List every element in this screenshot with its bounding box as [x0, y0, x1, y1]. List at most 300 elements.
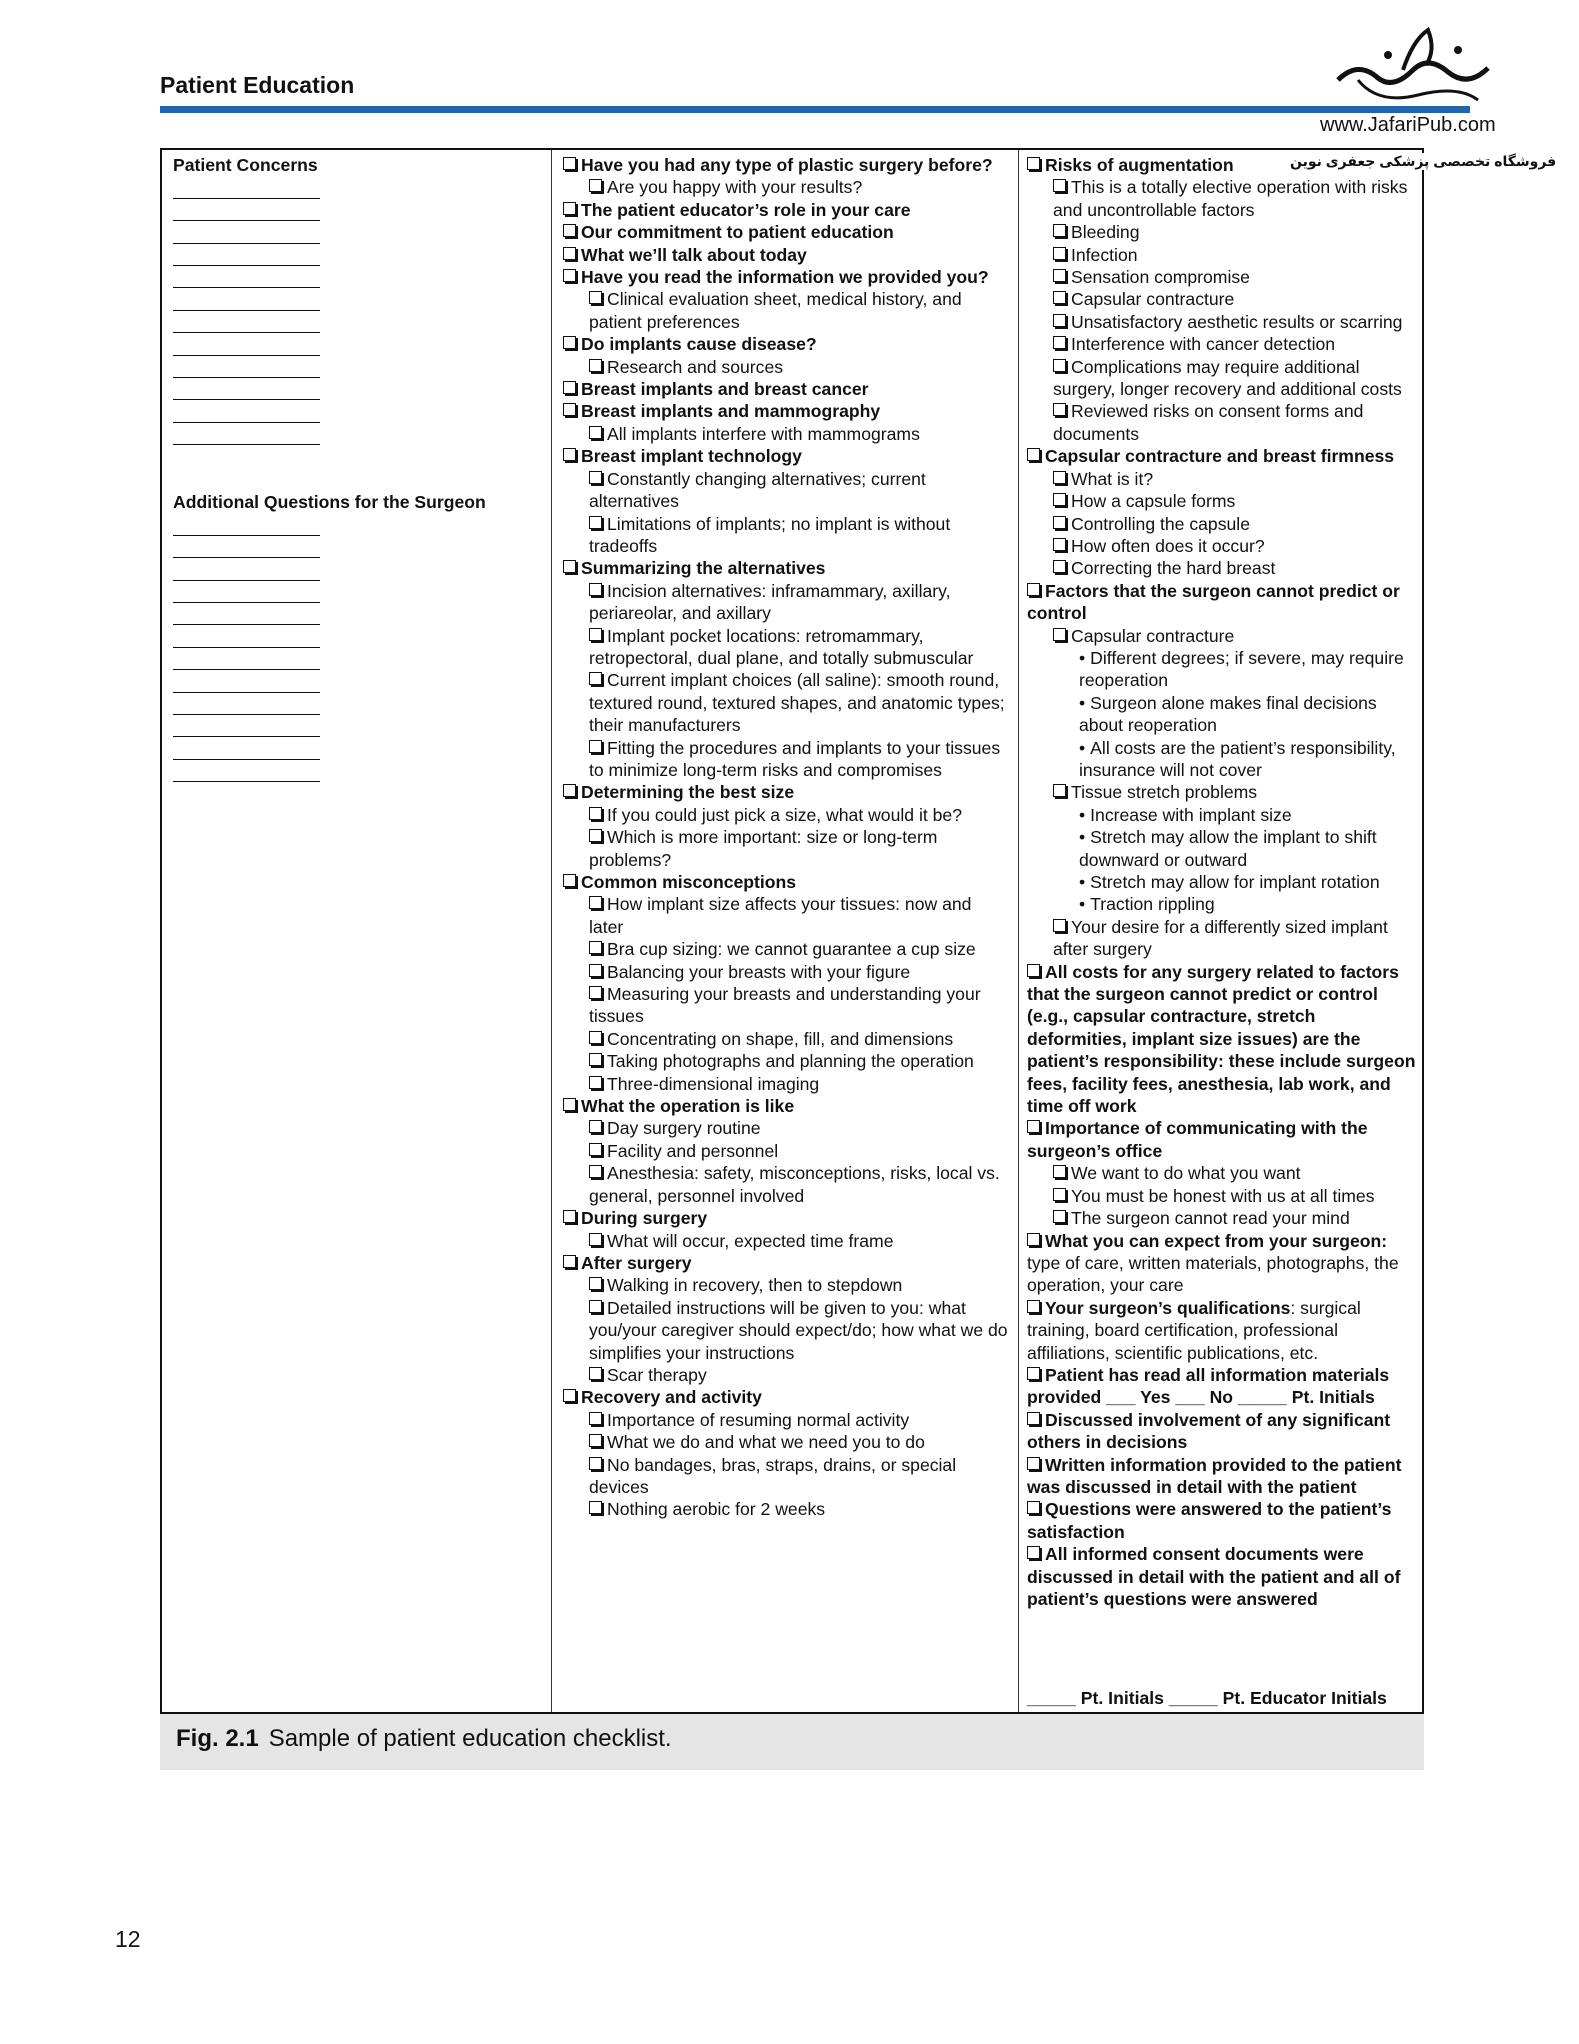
checklist-item-text: Scar therapy	[607, 1364, 707, 1385]
checklist-item	[563, 445, 1008, 467]
checklist-item	[1027, 781, 1416, 803]
checklist-item-text: If you could just pick a size, what would it be?	[607, 804, 962, 825]
checkbox-icon[interactable]	[563, 224, 576, 237]
checklist-item	[1027, 445, 1416, 467]
concerns-blank-lines	[173, 198, 551, 445]
checklist-item-text: Reviewed risks on consent forms and documents	[1053, 401, 1364, 444]
checklist-item-text: Capsular contracture	[1071, 289, 1235, 310]
checklist-item-text: Discussed involvement of any significant others in decisions	[1027, 1409, 1391, 1453]
blank-line[interactable]	[173, 602, 320, 603]
checkbox-icon[interactable]	[589, 1165, 602, 1178]
checkbox-icon[interactable]	[589, 1143, 602, 1156]
blank-line[interactable]	[173, 444, 320, 445]
checklist-item-text: Questions were answered to the patient’s satisfaction	[1027, 1499, 1392, 1542]
checklist-item	[563, 513, 1008, 558]
checkbox-icon[interactable]	[563, 784, 576, 797]
checkbox-icon[interactable]	[563, 403, 576, 416]
checkbox-icon[interactable]	[589, 1501, 602, 1514]
checkbox-icon[interactable]	[1053, 336, 1066, 349]
checklist-item	[1027, 1207, 1416, 1229]
checklist-item	[563, 871, 1008, 893]
checklist-item	[563, 781, 1008, 803]
checkbox-icon[interactable]	[589, 359, 602, 372]
checklist-item-text: You must be honest with us at all times	[1071, 1185, 1375, 1206]
checkbox-icon[interactable]	[1053, 403, 1066, 416]
checklist-item	[563, 983, 1008, 1028]
checkbox-icon[interactable]	[1027, 1233, 1040, 1246]
checkbox-icon[interactable]	[563, 336, 576, 349]
checklist-item-text: Interference with cancer detection	[1071, 334, 1336, 355]
checklist-item	[563, 1230, 1008, 1252]
checklist-item	[1027, 244, 1416, 266]
checklist-item	[563, 400, 1008, 422]
checklist-item-text: What we do and what we need you to do	[607, 1432, 925, 1453]
blank-line[interactable]	[173, 265, 320, 266]
checkbox-icon[interactable]	[1027, 1367, 1040, 1380]
checkbox-icon[interactable]	[589, 829, 602, 842]
checkbox-icon[interactable]	[563, 1389, 576, 1402]
patient-concerns-title: Patient Concerns	[173, 155, 318, 175]
checklist-item	[563, 580, 1008, 625]
checklist-item	[563, 468, 1008, 513]
checklist-item	[563, 378, 1008, 400]
blank-line[interactable]	[173, 669, 320, 670]
figure-caption	[160, 1714, 1424, 1770]
checkbox-icon[interactable]	[589, 426, 602, 439]
checklist-item-text: After surgery	[581, 1252, 692, 1273]
questions-blank-lines	[173, 535, 551, 782]
checklist-item-text: Fitting the procedures and implants to your tissues to minimize long-term risks and compromises	[589, 737, 1001, 780]
page-number: 12	[115, 1926, 141, 1952]
checkbox-icon[interactable]	[1053, 1188, 1066, 1201]
checkbox-icon[interactable]	[589, 896, 602, 909]
checklist-item-text: Bleeding	[1071, 222, 1140, 243]
checkbox-icon[interactable]	[1053, 471, 1066, 484]
checklist-item	[1027, 1185, 1416, 1207]
checklist-item-text: During surgery	[581, 1208, 708, 1229]
checkbox-icon[interactable]	[589, 291, 602, 304]
checklist-item-text: We want to do what you want	[1071, 1163, 1301, 1184]
checklist-item	[1027, 1498, 1416, 1543]
risks-column	[1019, 150, 1424, 1712]
checkbox-icon[interactable]	[589, 516, 602, 529]
checklist-item	[1027, 893, 1416, 915]
checkbox-icon[interactable]	[1053, 560, 1066, 573]
checkbox-icon[interactable]	[1053, 359, 1066, 372]
checkbox-icon[interactable]	[563, 157, 576, 170]
checklist-item	[1027, 871, 1416, 893]
checklist-item	[563, 221, 1008, 243]
checklist-item	[1027, 356, 1416, 401]
checklist-item-text: Capsular contracture and breast firmness	[1045, 446, 1395, 467]
blank-line[interactable]	[173, 736, 320, 737]
checkbox-icon[interactable]	[1027, 1120, 1040, 1133]
checklist-item	[563, 1162, 1008, 1207]
checklist-item-text: Sensation compromise	[1071, 267, 1250, 288]
checklist-item	[1027, 961, 1416, 1118]
shop-watermark-label: فروشگاه تخصصی پزشکی جعفری نوین	[1290, 153, 1557, 169]
figure-label: Fig. 2.1	[176, 1725, 259, 1752]
checklist-item	[1027, 916, 1416, 961]
blank-line[interactable]	[173, 399, 320, 400]
publisher-logo-icon	[1318, 20, 1508, 110]
checklist-item	[563, 244, 1008, 266]
checklist-item-text: Balancing your breasts with your figure	[607, 961, 911, 982]
checklist-item-text: Breast implant technology	[581, 446, 802, 467]
checkbox-icon[interactable]	[589, 1457, 602, 1470]
checklist-item	[563, 938, 1008, 960]
checkbox-icon[interactable]	[589, 986, 602, 999]
blank-line[interactable]	[173, 332, 320, 333]
checkbox-icon[interactable]	[563, 381, 576, 394]
checklist-item	[563, 1274, 1008, 1296]
checklist-item-text: Walking in recovery, then to stepdown	[607, 1275, 903, 1296]
checklist-item	[563, 1140, 1008, 1162]
checklist-item-text: Current implant choices (all saline): smooth round, textured round, textured shapes, and anatomic types; their manufacturers	[589, 670, 1005, 736]
checklist-item-text: Your surgeon’s qualifications	[1045, 1297, 1291, 1318]
checklist-item-text: How a capsule forms	[1071, 491, 1236, 512]
checklist-item	[1027, 625, 1416, 647]
checklist-item-text: What will occur, expected time frame	[607, 1230, 894, 1251]
checklist-item-text: Have you had any type of plastic surgery before?	[581, 155, 993, 175]
checklist-item	[563, 423, 1008, 445]
checklist-item	[1027, 221, 1416, 243]
checkbox-icon[interactable]	[1053, 1210, 1066, 1223]
checklist-item-text: Concentrating on shape, fill, and dimensions	[607, 1028, 954, 1049]
checkbox-icon[interactable]	[589, 471, 602, 484]
checkbox-icon[interactable]	[1053, 784, 1066, 797]
checklist-item	[1027, 580, 1416, 625]
checkbox-icon[interactable]	[589, 583, 602, 596]
checkbox-icon[interactable]	[1053, 269, 1066, 282]
checklist-item	[1027, 1230, 1416, 1297]
checklist-item-text: Do implants cause disease?	[581, 334, 817, 355]
checklist-item	[563, 893, 1008, 938]
checklist-item	[563, 1207, 1008, 1229]
blank-line[interactable]	[173, 624, 320, 625]
checklist-item-text: What is it?	[1071, 468, 1154, 489]
checkbox-icon[interactable]	[1027, 448, 1040, 461]
checkbox-icon[interactable]	[1053, 538, 1066, 551]
checklist-item-text: Day surgery routine	[607, 1118, 761, 1139]
checklist-item	[563, 1050, 1008, 1072]
bullet-icon: •	[1079, 692, 1086, 713]
checklist-item	[563, 1028, 1008, 1050]
checkbox-icon[interactable]	[1053, 493, 1066, 506]
bullet-icon: •	[1079, 894, 1086, 915]
checklist-item	[1027, 288, 1416, 310]
checklist-item-text: Risks of augmentation	[1045, 155, 1234, 175]
checkbox-icon[interactable]	[1053, 247, 1066, 260]
checklist-item	[563, 333, 1008, 355]
checkbox-icon[interactable]	[563, 202, 576, 215]
initials-signoff: _____ Pt. Initials _____ Pt. Educator Initials	[1027, 1687, 1387, 1708]
checklist-item-text: Three-dimensional imaging	[607, 1073, 820, 1094]
checklist-item-text: Determining the best size	[581, 782, 795, 803]
checkbox-icon[interactable]	[1053, 179, 1066, 192]
checkbox-icon[interactable]	[589, 807, 602, 820]
checklist-item-text: Which is more important: size or long-term problems?	[589, 827, 938, 870]
checklist-item	[1027, 826, 1416, 871]
discussion-topics-list	[563, 154, 1008, 1521]
blank-line[interactable]	[173, 557, 320, 558]
checklist-item-text: Breast implants and breast cancer	[581, 379, 869, 400]
checkbox-icon[interactable]	[589, 1076, 602, 1089]
checkbox-icon[interactable]	[589, 672, 602, 685]
running-header-title: Patient Education	[160, 72, 355, 98]
checklist-item	[1027, 1409, 1416, 1454]
checklist-item-text: Unsatisfactory aesthetic results or scarring	[1071, 311, 1403, 332]
checklist-item	[1027, 266, 1416, 288]
risks-list	[1027, 154, 1416, 1610]
blank-line[interactable]	[173, 580, 320, 581]
checklist-item	[1027, 468, 1416, 490]
checklist-item	[563, 1297, 1008, 1364]
checklist-item-text: What we’ll talk about today	[581, 244, 807, 265]
checklist-item-text: Stretch may allow the implant to shift downward or outward	[1079, 827, 1377, 870]
checklist-item-text: Constantly changing alternatives; current alternatives	[589, 468, 926, 512]
checkbox-icon[interactable]	[563, 874, 576, 887]
checklist-item	[1027, 557, 1416, 579]
blank-line[interactable]	[173, 647, 320, 648]
checklist-item	[1027, 692, 1416, 737]
blank-line[interactable]	[173, 714, 320, 715]
blank-line[interactable]	[173, 422, 320, 423]
bullet-icon: •	[1079, 804, 1086, 825]
checklist-item	[1027, 535, 1416, 557]
checkbox-icon[interactable]	[589, 1120, 602, 1133]
blank-line[interactable]	[173, 243, 320, 244]
checklist-table	[160, 148, 1424, 1714]
checklist-item-text: Anesthesia: safety, misconceptions, risks, local vs. general, personnel involved	[589, 1163, 1000, 1206]
checklist-item-text: Measuring your breasts and understanding your tissues	[589, 984, 981, 1027]
checklist-item	[1027, 1454, 1416, 1499]
checkbox-icon[interactable]	[1053, 628, 1066, 641]
checklist-item-text: Written information provided to the patient was discussed in detail with the patient	[1027, 1454, 1402, 1497]
checklist-item	[563, 804, 1008, 826]
checkbox-icon[interactable]	[563, 1210, 576, 1223]
checklist-item	[563, 288, 1008, 333]
blank-line[interactable]	[173, 781, 320, 782]
checklist-item-text: This is a totally elective operation with risks and uncontrollable factors	[1053, 177, 1408, 220]
checkbox-icon[interactable]	[1027, 964, 1040, 977]
checklist-item-text: Research and sources	[607, 356, 784, 377]
checklist-item	[563, 669, 1008, 736]
checklist-item	[1027, 490, 1416, 512]
checkbox-icon[interactable]	[1027, 157, 1040, 170]
blank-line[interactable]	[173, 198, 320, 199]
checklist-item	[1027, 737, 1416, 782]
checklist-item	[563, 1364, 1008, 1386]
checklist-item	[1027, 647, 1416, 692]
figure-caption-text: Sample of patient education checklist.	[268, 1725, 672, 1752]
checkbox-icon[interactable]	[589, 1367, 602, 1380]
checkbox-icon[interactable]	[589, 1053, 602, 1066]
checkbox-icon[interactable]	[589, 964, 602, 977]
checklist-item-text: Infection	[1071, 244, 1138, 265]
checklist-item-text: How often does it occur?	[1071, 535, 1265, 556]
checklist-item	[1027, 1364, 1416, 1409]
checklist-item-text: All implants interfere with mammograms	[607, 423, 920, 444]
checklist-item-text: Different degrees; if severe, may require reoperation	[1079, 647, 1404, 691]
checklist-item-text: Capsular contracture	[1071, 625, 1235, 646]
checklist-item-text: Bra cup sizing: we cannot guarantee a cup size	[607, 939, 976, 960]
checkbox-icon[interactable]	[563, 269, 576, 282]
blank-line[interactable]	[173, 692, 320, 693]
checklist-item	[1027, 1297, 1416, 1364]
checklist-item	[563, 356, 1008, 378]
blank-line[interactable]	[173, 220, 320, 221]
blank-line[interactable]	[173, 377, 320, 378]
checklist-item	[563, 1431, 1008, 1453]
checklist-item	[563, 961, 1008, 983]
checklist-item	[563, 266, 1008, 288]
blank-line[interactable]	[173, 310, 320, 311]
checklist-item	[563, 737, 1008, 782]
checklist-item-text: Tissue stretch problems	[1071, 782, 1258, 803]
checklist-item-text: Limitations of implants; no implant is without tradeoffs	[589, 513, 951, 556]
checklist-item	[1027, 1162, 1416, 1184]
checklist-item	[1027, 176, 1416, 221]
checkbox-icon[interactable]	[589, 740, 602, 753]
checklist-item-text: Correcting the hard breast	[1071, 558, 1276, 579]
checklist-item	[1027, 1117, 1416, 1162]
checklist-item	[1027, 804, 1416, 826]
discussion-topics-column	[552, 150, 1019, 1712]
checklist-item-detail: type of care, written materials, photographs, the operation, your care	[1027, 1252, 1399, 1296]
checkbox-icon[interactable]	[589, 1412, 602, 1425]
checkbox-icon[interactable]	[589, 628, 602, 641]
bullet-icon: •	[1079, 647, 1086, 668]
checklist-item-text: Your desire for a differently sized implant after surgery	[1053, 916, 1388, 960]
checkbox-icon[interactable]	[589, 1300, 602, 1313]
checklist-item	[563, 1095, 1008, 1117]
checkbox-icon[interactable]	[1027, 1300, 1040, 1313]
checklist-item-text: Factors that the surgeon cannot predict or control	[1027, 580, 1400, 624]
checklist-item-text: No bandages, bras, straps, drains, or special devices	[589, 1454, 957, 1497]
checkbox-icon[interactable]	[1027, 1501, 1040, 1514]
checkbox-icon[interactable]	[589, 1233, 602, 1246]
blank-line[interactable]	[173, 355, 320, 356]
checkbox-icon[interactable]	[589, 1434, 602, 1447]
checklist-item-text: Detailed instructions will be given to you: what you/your caregiver should expect/do; how what we do simplifies your instructions	[589, 1297, 1008, 1363]
bullet-icon: •	[1079, 872, 1086, 892]
checklist-item-text: Controlling the capsule	[1071, 513, 1250, 534]
checklist-item	[1027, 333, 1416, 355]
checkbox-icon[interactable]	[1053, 516, 1066, 529]
checklist-item	[1027, 400, 1416, 445]
checklist-item-text: How implant size affects your tissues: now and later	[589, 894, 972, 937]
checklist-item-text: Taking photographs and planning the operation	[607, 1051, 974, 1072]
checklist-item	[1027, 311, 1416, 333]
checklist-item-text: The surgeon cannot read your mind	[1071, 1208, 1350, 1229]
checkbox-icon[interactable]	[563, 1098, 576, 1111]
checklist-item-text: The patient educator’s role in your care	[581, 199, 911, 220]
checklist-item-text: What the operation is like	[581, 1096, 795, 1117]
checklist-item-text: Common misconceptions	[581, 872, 797, 892]
checkbox-icon[interactable]	[1027, 583, 1040, 596]
checklist-item	[563, 1073, 1008, 1095]
checkbox-icon[interactable]	[589, 179, 602, 192]
checklist-item-text: Our commitment to patient education	[581, 222, 894, 243]
checklist-item	[563, 826, 1008, 871]
checklist-item-text: All costs are the patient’s responsibility, insurance will not cover	[1079, 737, 1396, 780]
checklist-item	[563, 1498, 1008, 1520]
checklist-item-text: All informed consent documents were discussed in detail with the patient and all of patient’s questions were answered	[1027, 1544, 1401, 1609]
checklist-item-text: Incision alternatives: inframammary, axillary, periareolar, and axillary	[589, 580, 951, 624]
checklist-item	[563, 199, 1008, 221]
checkbox-icon[interactable]	[589, 1277, 602, 1290]
checklist-item-text: Surgeon alone makes final decisions about reoperation	[1079, 692, 1377, 736]
checklist-item	[1027, 1543, 1416, 1610]
checklist-item	[563, 557, 1008, 579]
checklist-item-text: Clinical evaluation sheet, medical history, and patient preferences	[589, 289, 962, 332]
checklist-item	[563, 625, 1008, 670]
patient-concerns-column	[162, 150, 552, 1712]
publisher-url: www.JafariPub.com	[1320, 114, 1496, 136]
checklist-item-text: Traction rippling	[1090, 894, 1215, 915]
checkbox-icon[interactable]	[563, 448, 576, 461]
blank-line[interactable]	[173, 535, 320, 536]
checkbox-icon[interactable]	[1053, 314, 1066, 327]
checklist-item-text: Summarizing the alternatives	[581, 558, 826, 579]
header-rule	[160, 106, 1470, 113]
checklist-item	[563, 1409, 1008, 1431]
checklist-item-text: Importance of resuming normal activity	[607, 1409, 910, 1430]
checkbox-icon[interactable]	[589, 941, 602, 954]
checklist-item-text: What you can expect from your surgeon:	[1045, 1230, 1388, 1251]
checklist-item	[563, 1454, 1008, 1499]
checklist-item-text: Have you read the information we provided you?	[581, 267, 989, 288]
blank-line[interactable]	[173, 287, 320, 288]
blank-line[interactable]	[173, 759, 320, 760]
checkbox-icon[interactable]	[1027, 1412, 1040, 1425]
checkbox-icon[interactable]	[563, 560, 576, 573]
checklist-item-text: Patient has read all information materials provided ___ Yes ___ No _____ Pt. Initials	[1027, 1364, 1390, 1408]
checkbox-icon[interactable]	[563, 1255, 576, 1268]
checkbox-icon[interactable]	[1053, 919, 1066, 932]
checklist-item-text: Are you happy with your results?	[607, 177, 863, 198]
checkbox-icon[interactable]	[1053, 1165, 1066, 1178]
checkbox-icon[interactable]	[563, 247, 576, 260]
checkbox-icon[interactable]	[1053, 224, 1066, 237]
checklist-item-text: Increase with implant size	[1090, 804, 1292, 825]
checklist-item-text: Stretch may allow for implant rotation	[1090, 872, 1380, 892]
checklist-item-text: Importance of communicating with the surgeon’s office	[1027, 1118, 1368, 1161]
checkbox-icon[interactable]	[589, 1031, 602, 1044]
additional-questions-title: Additional Questions for the Surgeon	[173, 492, 486, 513]
checkbox-icon[interactable]	[1053, 291, 1066, 304]
checklist-item	[1027, 513, 1416, 535]
checklist-item-text: Complications may require additional surgery, longer recovery and additional costs	[1053, 356, 1402, 400]
checklist-item	[563, 154, 1008, 176]
checklist-item	[563, 1252, 1008, 1274]
checklist-item	[563, 1386, 1008, 1408]
checklist-item-text: Recovery and activity	[581, 1387, 762, 1408]
bullet-icon: •	[1079, 827, 1086, 848]
checklist-item-text: Facility and personnel	[607, 1140, 779, 1161]
checklist-item	[563, 1117, 1008, 1139]
bullet-icon: •	[1079, 737, 1086, 758]
checklist-item-text: Breast implants and mammography	[581, 401, 881, 422]
checklist-item	[563, 176, 1008, 198]
checklist-item-text: All costs for any surgery related to factors that the surgeon cannot predict or control (e.g., capsular contracture, stretch deformities, implant size issues) are the patient’s responsibility: these include surgeon fees, facility fees, anesthesia, lab work, and time off work	[1027, 961, 1416, 1117]
checklist-item-text: Implant pocket locations: retromammary, retropectoral, dual plane, and totally submuscular	[589, 625, 974, 668]
checklist-item-text: Nothing aerobic for 2 weeks	[607, 1499, 826, 1520]
checkbox-icon[interactable]	[1027, 1546, 1040, 1559]
checklist-item-detail: : surgical training, board certification, professional affiliations, scientific publications, etc.	[1027, 1297, 1361, 1363]
checkbox-icon[interactable]	[1027, 1457, 1040, 1470]
